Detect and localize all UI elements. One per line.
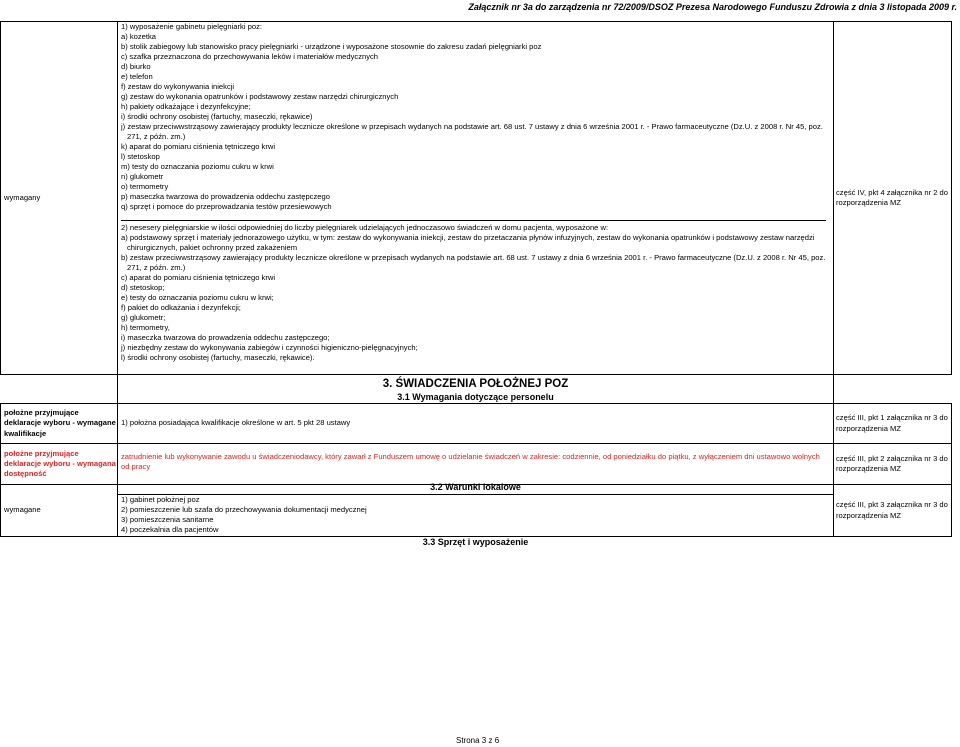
reference-cell-kwalifikacje bbox=[833, 403, 952, 444]
list-item: 4) poczekalnia dla pacjentów bbox=[121, 525, 219, 535]
list-item: d) stetoskop; bbox=[121, 283, 165, 293]
list-item: o) termometry bbox=[121, 182, 169, 192]
list-item: 3) pomieszczenia sanitarne bbox=[121, 515, 214, 525]
list-item: d) biurko bbox=[121, 62, 151, 72]
label-wymagane: wymagane bbox=[4, 505, 41, 515]
label-kwalifikacje: położne przyjmujące deklaracje wyboru - wymagane kwalifikacje bbox=[4, 408, 116, 438]
dostepnosc-text: zatrudnienie lub wykonywanie zawodu u świadczeniodawcy, który zawarł z Funduszem umowę o udzielanie świadczeń w zakresie: codziennie, od poniedziałku do piątku, z wyłączeniem dni ustawowo wolnych od pracy bbox=[121, 452, 820, 472]
label-cell-wymagany bbox=[0, 21, 118, 375]
content-cell-equipment bbox=[117, 21, 834, 375]
list-item: 1) wyposażenie gabinetu pielęgniarki poz: bbox=[121, 22, 262, 31]
list-item: g) zestaw do wykonania opatrunków i podstawowy zestaw narzędzi chirurgicznych bbox=[121, 92, 399, 102]
list-item: j) zestaw przeciwwstrząsowy zawierający produkty lecznicze określone w przepisach wydanych na podstawie art. 68 ust. 7 ustawy z dnia 6 września 2001 r. - Prawo farmaceutyczne (Dz.U. z 2008 r. Nr 45, poz. 271, z późn. zm.) bbox=[121, 122, 823, 142]
list-item: c) aparat do pomiaru ciśnienia tętniczego krwi bbox=[121, 273, 276, 283]
list-item: 2) pomieszczenie lub szafa do przechowywania dokumentacji medycznej bbox=[121, 505, 367, 515]
list-item: k) aparat do pomiaru ciśnienia tętniczego krwi bbox=[121, 142, 276, 152]
list-item: f) zestaw do wykonywania iniekcji bbox=[121, 82, 235, 92]
list-item: e) testy do oznaczania poziomu cukru w krwi; bbox=[121, 293, 274, 303]
section-3-header bbox=[117, 374, 834, 404]
content-cell-dostepnosc bbox=[117, 443, 834, 485]
reference-text: część IV, pkt 4 załącznika nr 2 do rozporządzenia MZ bbox=[836, 187, 948, 207]
content-cell-lokal bbox=[117, 494, 834, 537]
list-item: j) niezbędny zestaw do wykonywania zabiegów i czynności higieniczno-pielęgnacyjnych; bbox=[121, 343, 418, 353]
list-item: a) kozetka bbox=[121, 32, 157, 42]
reference-text: część III, pkt 2 załącznika nr 3 do rozporządzenia MZ bbox=[836, 453, 948, 473]
list-item: h) pakiety odkażające i dezynfekcyjne; bbox=[121, 102, 251, 112]
reference-text: część III, pkt 1 załącznika nr 3 do rozporządzenia MZ bbox=[836, 413, 948, 433]
label-cell-dostepnosc bbox=[0, 443, 118, 485]
list-item: l) środki ochrony osobistej (fartuchy, maseczki, rękawice). bbox=[121, 353, 315, 363]
list-item: e) telefon bbox=[121, 72, 153, 82]
list-item: f) pakiet do odkażania i dezynfekcji; bbox=[121, 303, 241, 313]
list-item: a) podstawowy sprzęt i materiały jednorazowego użytku, w tym: zestaw do wykonywania iniekcji, zestaw do przetaczania płynów infuzyjnych, zestaw do wykonania opatrunków i podstawowy zestaw narzędzi chirurgicznych, pakiet ochronny przed zakażeniem bbox=[121, 233, 815, 253]
kwalifikacje-text: 1) położna posiadająca kwalifikacje określone w art. 5 pkt 28 ustawy bbox=[121, 418, 351, 428]
list-item: i) środki ochrony osobistej (fartuchy, maseczki, rękawice) bbox=[121, 112, 313, 122]
list-item: i) maseczka twarzowa do prowadzenia oddechu zastępczego; bbox=[121, 333, 330, 343]
label-dostepnosc: położne przyjmujące deklaracje wyboru - wymagana dostępność bbox=[4, 448, 116, 478]
list-item: 1) gabinet położnej poz bbox=[121, 495, 200, 504]
lokal-requirements-list bbox=[121, 495, 830, 535]
reference-cell-lokal bbox=[833, 484, 952, 537]
page-number: Strona 3 z 6 bbox=[456, 736, 500, 745]
list-item: m) testy do oznaczania poziomu cukru w krwi bbox=[121, 162, 274, 172]
content-cell-kwalifikacje bbox=[117, 403, 834, 444]
section-3-2-title: 3.2 Warunki lokalowe bbox=[430, 482, 521, 492]
list-item: p) maseczka twarzowa do prowadzenia oddechu zastępczego bbox=[121, 192, 330, 202]
list-item: h) termometry, bbox=[121, 323, 170, 333]
list-item: q) sprzęt i pomoce do przeprowadzania testów przesiewowych bbox=[121, 202, 332, 212]
document-header: Załącznik nr 3a do zarządzenia nr 72/2009/DSOZ Prezesa Narodowego Funduszu Zdrowia z dnia 3 listopada 2009 r. bbox=[468, 2, 957, 12]
section-3-1-title: 3.1 Wymagania dotyczące personelu bbox=[397, 392, 554, 402]
list-item: n) glukometr bbox=[121, 172, 164, 182]
list-item: c) szafka przeznaczona do przechowywania leków i materiałów medycznych bbox=[121, 52, 379, 62]
reference-cell-wymagany bbox=[833, 21, 952, 375]
section-3-3-header bbox=[117, 536, 834, 550]
block-nesesery bbox=[121, 223, 826, 363]
gabinet-equipment-list bbox=[121, 22, 826, 212]
block-gabinet bbox=[121, 22, 826, 221]
section-3-3-title: 3.3 Sprzęt i wyposażenie bbox=[422, 537, 529, 547]
neseser-equipment-list bbox=[121, 223, 826, 363]
list-item: g) glukometr; bbox=[121, 313, 166, 323]
reference-cell-dostepnosc bbox=[833, 443, 952, 485]
section-3-title: 3. ŚWIADCZENIA POŁOŻNEJ POZ bbox=[382, 378, 569, 390]
list-item: b) zestaw przeciwwstrząsowy zawierający produkty lecznicze określone w przepisach wydanych na podstawie art. 68 ust. 7 ustawy z dnia 6 września 2001 r. - Prawo farmaceutyczne (Dz.U. z 2008 r. Nr 45, poz. 271, z późn. zm.) bbox=[121, 253, 826, 273]
label-cell-kwalifikacje bbox=[0, 403, 118, 444]
label-wymagany: wymagany bbox=[4, 192, 41, 202]
list-item: l) stetoskop bbox=[121, 152, 160, 162]
list-item: 2) nesesery pielęgniarskie w ilości odpowiedniej do liczby pielęgniarek udzielających jednoczasowo świadczeń w domu pacjenta, wyposażone w: bbox=[121, 223, 609, 232]
reference-text: część III, pkt 3 załącznika nr 3 do rozporządzenia MZ bbox=[836, 500, 948, 520]
label-cell-wymagane bbox=[0, 484, 118, 537]
list-item: b) stolik zabiegowy lub stanowisko pracy pielęgniarki - urządzone i wyposażone stosownie do zakresu zadań pielęgniarki poz bbox=[121, 42, 542, 52]
